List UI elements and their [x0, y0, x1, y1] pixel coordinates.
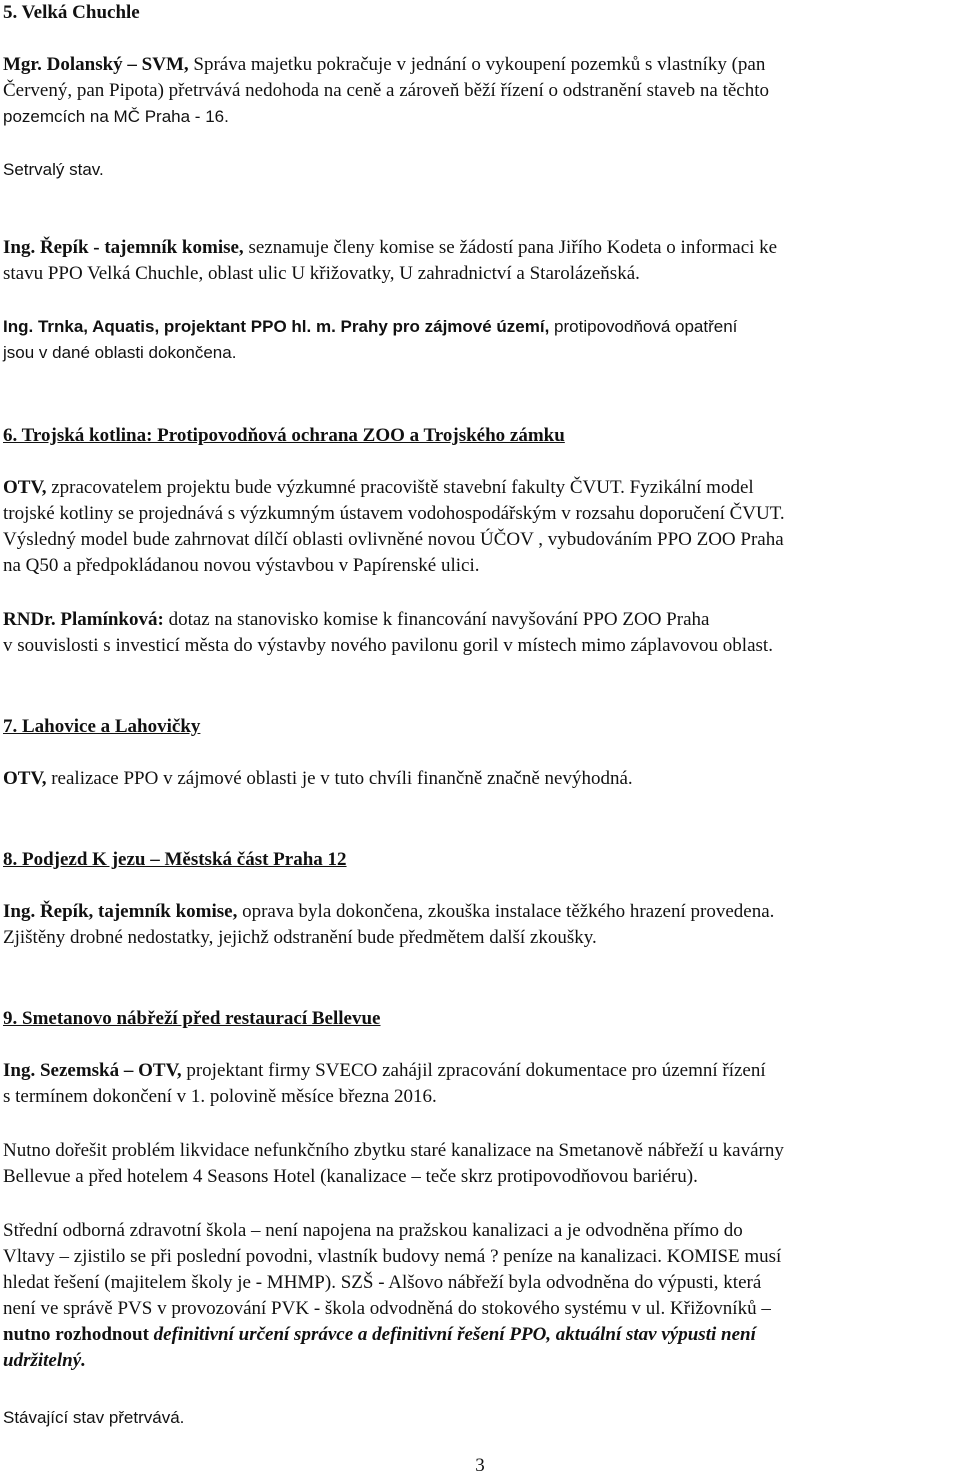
section-9-paragraph-2: Nutno dořešit problém likvidace nefunkčního zbytku staré kanalizace na Smetanově nábřeží u kavárny Bellevue a před hotelem 4 Seasons Hotel (kanalizace – teče skrz protipovodňovou bariéru).: [3, 1140, 784, 1187]
speaker: Ing. Řepík - tajemník komise,: [3, 237, 244, 258]
speaker: Ing. Řepík, tajemník komise,: [3, 901, 238, 922]
speaker: RNDr. Plamínková:: [3, 609, 164, 630]
speaker: Ing. Trnka, Aquatis, projektant PPO hl. m. Prahy pro zájmové území,: [3, 317, 550, 336]
page-number: 3: [475, 1455, 485, 1476]
section-8-heading: 8. Podjezd K jezu – Městská část Praha 12: [3, 849, 347, 870]
section-5-paragraph-1: Mgr. Dolanský – SVM, Správa majetku pokračuje v jednání o vykoupení pozemků s vlastníky (pan Červený, pan Pipota) přetrvává nedohoda na ceně a zároveň běží řízení o odstranění staveb na těchto pozemcích na MČ Praha - 16.: [3, 54, 770, 126]
section-6-paragraph-1: OTV, zpracovatelem projektu bude výzkumné pracoviště stavební fakulty ČVUT. Fyzikální model trojské kotliny se projednává s výzkumným ústavem vodohospodářským v rozsahu doporučení ČVUT. Výsledný model bude zahrnovat dílčí oblasti ovlivněné novou ÚČOV , vybudováním PPO ZOO Praha na Q50 a předpokládanou novou výstavbou v Papírenské ulici.: [3, 477, 785, 576]
section-9-paragraph-4: Stávající stav přetrvává.: [3, 1408, 185, 1427]
section-7-paragraph-1: OTV, realizace PPO v zájmové oblasti je v tuto chvíli finančně značně nevýhodná.: [3, 768, 633, 789]
speaker: OTV,: [3, 768, 47, 789]
section-9-paragraph-1: Ing. Sezemská – OTV, projektant firmy SVECO zahájil zpracování dokumentace pro územní řízení s termínem dokončení v 1. polovině měsíce března 2016.: [3, 1060, 766, 1107]
speaker: OTV,: [3, 477, 47, 498]
section-7-heading: 7. Lahovice a Lahovičky: [3, 716, 201, 737]
section-5-heading: 5. Velká Chuchle: [3, 2, 140, 23]
section-5-paragraph-2: Setrvalý stav.: [3, 160, 104, 179]
section-5-paragraph-3: Ing. Řepík - tajemník komise, seznamuje členy komise se žádostí pana Jiřího Kodeta o informaci ke stavu PPO Velká Chuchle, oblast ulic U křižovatky, U zahradnictví a Starolázeňská.: [3, 237, 778, 284]
speaker: Mgr. Dolanský – SVM,: [3, 54, 189, 75]
section-9-heading: 9. Smetanovo nábřeží před restaurací Bellevue: [3, 1008, 381, 1029]
section-9-paragraph-3: Střední odborná zdravotní škola – není napojena na pražskou kanalizaci a je odvodněna přímo do Vltavy – zjistilo se při poslední povodni, vlastník budovy nemá ? peníze na kanalizaci. KOMISE musí hledat řešení (majitelem školy je - MHMP). SZŠ - Alšovo nábřeží byla odvodněna do výpusti, která není ve správě PVS v provozování PVK - škola odvodněná do stokového systému v ul. Křižovníků – nutno rozhodnout definitivní určení správce a definitivní řešení PPO, aktuální stav výpusti není udržitelný.: [3, 1220, 782, 1371]
section-5-paragraph-4: Ing. Trnka, Aquatis, projektant PPO hl. m. Prahy pro zájmové území, protipovodňová opatření jsou v dané oblasti dokončena.: [3, 317, 738, 362]
section-6-paragraph-2: RNDr. Plamínková: dotaz na stanovisko komise k financování navyšování PPO ZOO Praha v souvislosti s investicí města do výstavby nového pavilonu goril v místech mimo záplavovou oblast.: [3, 609, 773, 656]
section-8-paragraph-1: Ing. Řepík, tajemník komise, oprava byla dokončena, zkouška instalace těžkého hrazení provedena. Zjištěny drobné nedostatky, jejichž odstranění bude předmětem další zkoušky.: [3, 901, 775, 948]
speaker: Ing. Sezemská – OTV,: [3, 1060, 182, 1081]
section-6-heading: 6. Trojská kotlina: Protipovodňová ochrana ZOO a Trojského zámku: [3, 425, 565, 446]
